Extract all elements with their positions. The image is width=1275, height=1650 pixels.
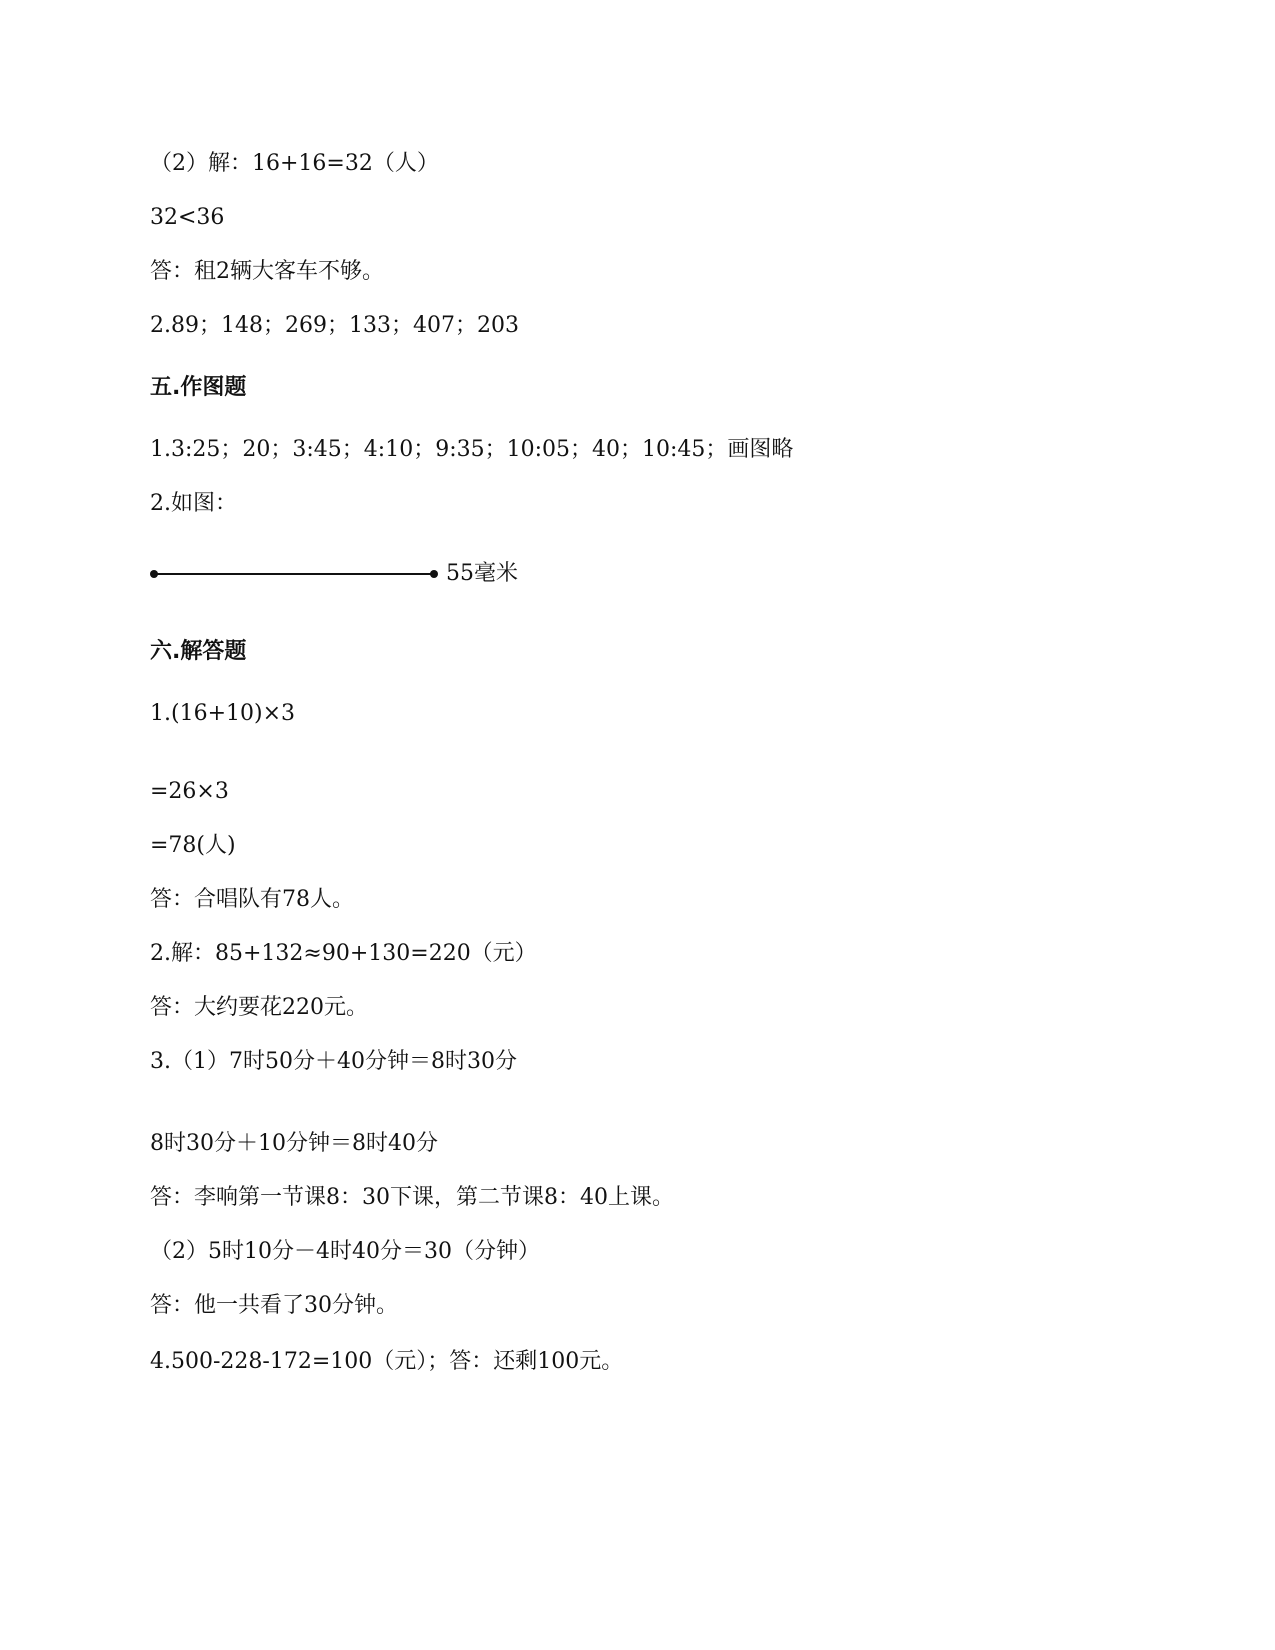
q1-line-2: =26×3: [150, 779, 229, 804]
solution-line: （2）解：16+16=32（人）: [150, 151, 439, 176]
q2-line-1: 2.解：85+132≈90+130=220（元）: [150, 941, 537, 966]
line-segment-figure: [150, 566, 440, 582]
q1-line-1: 1.(16+10)×3: [150, 701, 296, 726]
section-heading-drawing: 五.作图题: [150, 375, 247, 400]
comparison-line: 32<36: [150, 205, 225, 230]
segment-length-label: 55毫米: [446, 561, 518, 586]
q4-line-1: 4.500-228-172=100（元）；答：还剩100元。: [150, 1349, 624, 1374]
segment-start-point: [150, 570, 158, 578]
segment-end-point: [430, 570, 438, 578]
answer-list-line: 2.89；148；269；133；407；203: [150, 313, 519, 338]
q3-answer-1: 答：李响第一节课8：30下课，第二节课8：40上课。: [150, 1185, 674, 1210]
q3-line-3: （2）5时10分－4时40分＝30（分钟）: [150, 1239, 540, 1264]
q3-line-2: 8时30分＋10分钟＝8时40分: [150, 1131, 438, 1156]
section-heading-solutions: 六.解答题: [150, 639, 247, 664]
answer-line: 答：租2辆大客车不够。: [150, 259, 384, 284]
drawing-item-1: 1.3:25；20；3:45；4:10；9:35；10:05；40；10:45；画图略: [150, 437, 794, 462]
q1-answer: 答：合唱队有78人。: [150, 887, 354, 912]
q2-answer: 答：大约要花220元。: [150, 995, 368, 1020]
q3-answer-2: 答：他一共看了30分钟。: [150, 1293, 398, 1318]
q3-line-1: 3.（1）7时50分＋40分钟＝8时30分: [150, 1049, 517, 1074]
q1-line-3: =78(人): [150, 833, 236, 858]
drawing-item-2: 2.如图：: [150, 491, 237, 516]
